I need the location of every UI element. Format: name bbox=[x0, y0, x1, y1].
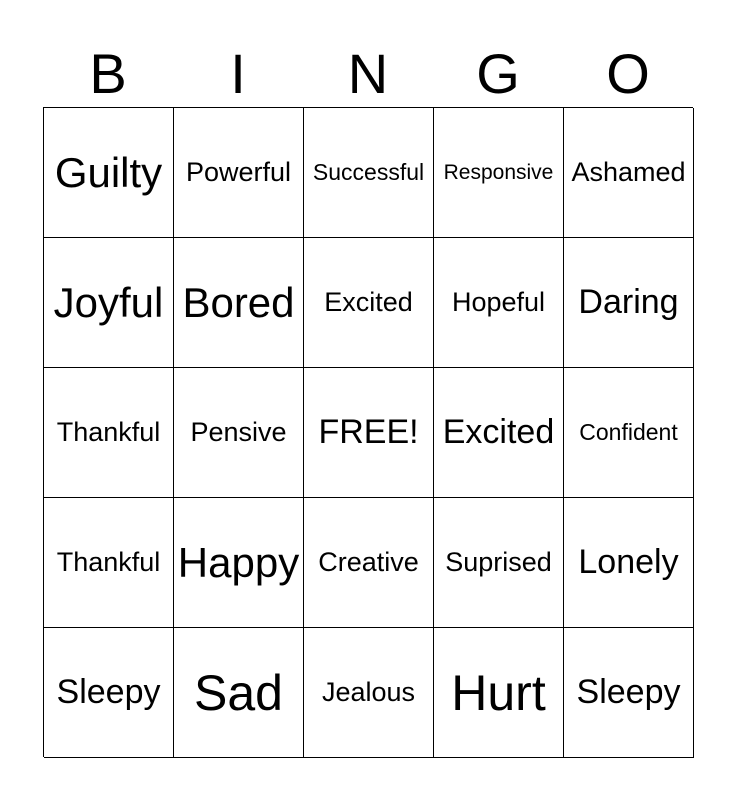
bingo-cell: Successful bbox=[304, 108, 434, 238]
bingo-cell: Sad bbox=[174, 628, 304, 758]
header-letter-o: O bbox=[606, 42, 650, 105]
header-letter-n: N bbox=[347, 42, 389, 105]
header-letter-i: I bbox=[230, 42, 246, 105]
bingo-cell: Responsive bbox=[434, 108, 564, 238]
bingo-cell: Pensive bbox=[174, 368, 304, 498]
bingo-cell: Suprised bbox=[434, 498, 564, 628]
bingo-cell: Hopeful bbox=[434, 238, 564, 368]
bingo-cell: Creative bbox=[304, 498, 434, 628]
bingo-cell: Thankful bbox=[44, 498, 174, 628]
bingo-cell: Joyful bbox=[44, 238, 174, 368]
bingo-cell: Lonely bbox=[564, 498, 694, 628]
bingo-cell: Thankful bbox=[44, 368, 174, 498]
bingo-cell: Daring bbox=[564, 238, 694, 368]
bingo-cell: Powerful bbox=[174, 108, 304, 238]
bingo-cell: Confident bbox=[564, 368, 694, 498]
bingo-cell: Happy bbox=[174, 498, 304, 628]
bingo-free-space: FREE! bbox=[304, 368, 434, 498]
bingo-cell: Bored bbox=[174, 238, 304, 368]
bingo-cell: Sleepy bbox=[44, 628, 174, 758]
bingo-cell: Sleepy bbox=[564, 628, 694, 758]
bingo-header bbox=[43, 40, 693, 108]
header-letter-b: B bbox=[89, 42, 127, 105]
bingo-cell: Guilty bbox=[44, 108, 174, 238]
bingo-cell: Ashamed bbox=[564, 108, 694, 238]
bingo-cell: Excited bbox=[434, 368, 564, 498]
header-letter-g: G bbox=[476, 42, 520, 105]
bingo-cell: Hurt bbox=[434, 628, 564, 758]
bingo-cell: Jealous bbox=[304, 628, 434, 758]
bingo-cell: Excited bbox=[304, 238, 434, 368]
bingo-card-grid bbox=[43, 107, 693, 757]
